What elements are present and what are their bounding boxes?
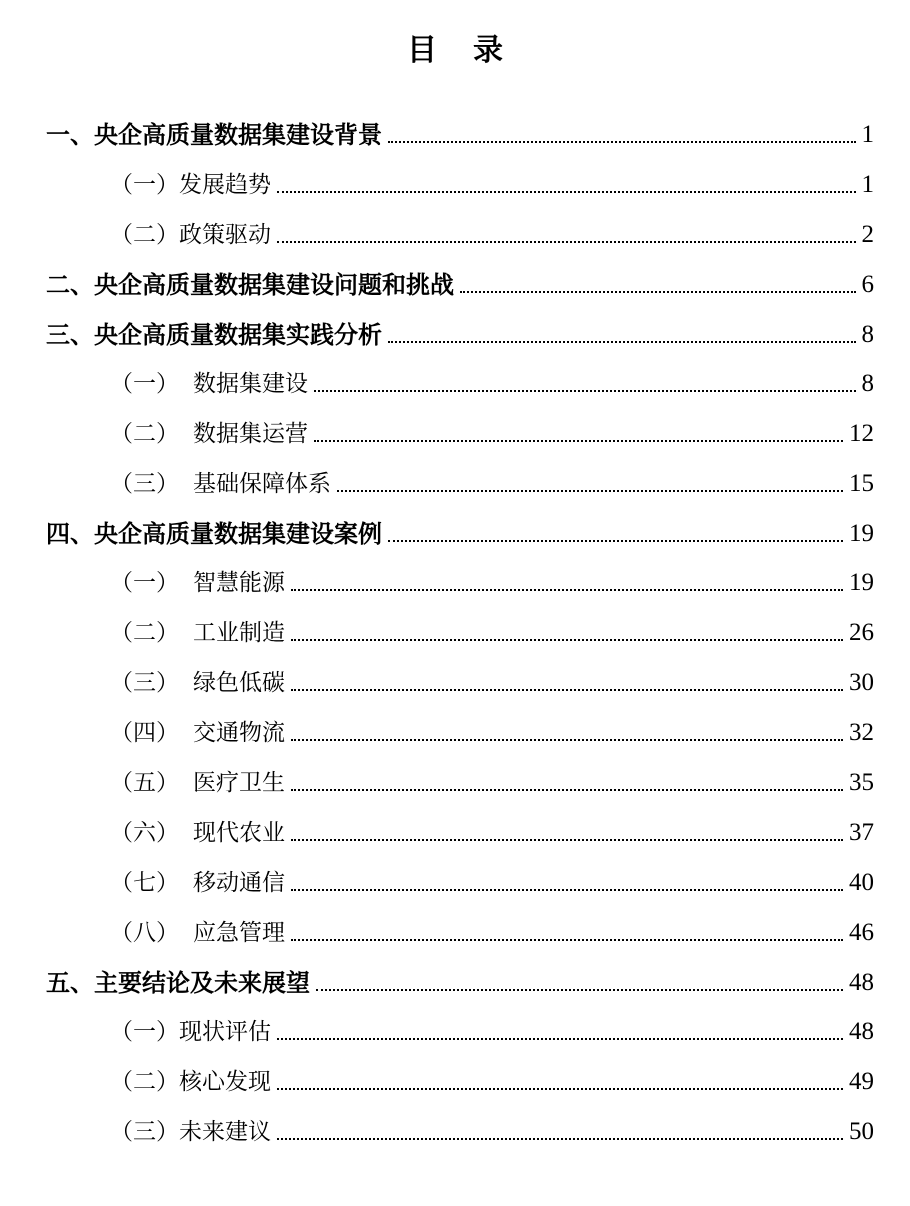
dot-leader [291,638,843,641]
toc-entry-section-2[interactable] [0,262,910,302]
toc-number: （一） [110,172,179,198]
toc-entry-1-2[interactable] [0,212,910,252]
dot-leader [277,240,856,243]
toc-entry-4-7[interactable] [0,860,910,900]
toc-number: （三） [110,471,179,497]
dot-leader [388,140,856,143]
toc-entry-4-5[interactable] [0,760,910,800]
toc-text: 数据集建设 [193,371,308,397]
toc-entry-section-3[interactable] [0,312,910,352]
toc-page-number: 48 [849,969,874,996]
dot-leader [337,489,843,492]
title-char: 目 [407,33,437,68]
toc-number: （二） [110,1069,179,1095]
toc-entry-4-2[interactable] [0,610,910,650]
dot-leader [291,888,843,891]
dot-leader [314,439,843,442]
dot-leader [291,688,843,691]
dot-leader [277,1087,843,1090]
toc-text: 应急管理 [193,920,285,946]
toc-page-number: 32 [849,719,874,746]
toc-text: 数据集运营 [193,421,308,447]
toc-number: （七） [110,870,179,896]
toc-text: 央企高质量数据集实践分析 [94,321,382,349]
toc-text: 医疗卫生 [193,770,285,796]
toc-page-number: 19 [849,569,874,596]
toc-page-number: 8 [861,321,874,348]
toc-entry-1-1[interactable] [0,162,910,202]
toc-entry-3-2[interactable] [0,411,910,451]
toc-text: 央企高质量数据集建设案例 [94,520,382,548]
dot-leader [388,539,843,542]
toc-text: 绿色低碳 [193,670,285,696]
dot-leader [316,988,843,991]
toc-text: 智慧能源 [193,570,285,596]
page-title [0,28,910,74]
toc-page-number: 50 [849,1118,874,1145]
dot-leader [277,190,856,193]
toc-number: 三、 [46,321,94,349]
toc-entry-4-8[interactable] [0,910,910,950]
dot-leader [291,838,843,841]
toc-text: 移动通信 [193,870,285,896]
dot-leader [277,1137,843,1140]
toc-text: 现状评估 [179,1019,271,1045]
dot-leader [277,1037,843,1040]
toc-page-number: 37 [849,819,874,846]
toc-text: 工业制造 [193,620,285,646]
toc-text: 主要结论及未来展望 [94,969,310,997]
toc-number: 二、 [46,271,94,299]
toc-text: 未来建议 [179,1119,271,1145]
toc-entry-4-1[interactable] [0,560,910,600]
toc-entry-5-3[interactable] [0,1109,910,1149]
toc-number: （一） [110,371,179,397]
toc-entry-3-3[interactable] [0,461,910,501]
toc-number: 一、 [46,121,94,149]
toc-page-number: 48 [849,1018,874,1045]
toc-page-number: 2 [861,221,874,248]
toc-page-number: 19 [849,520,874,547]
toc-number: （二） [110,620,179,646]
toc-entry-4-6[interactable] [0,810,910,850]
toc-page-number: 12 [849,420,874,447]
toc-text: 交通物流 [193,720,285,746]
toc-entry-section-4[interactable] [0,511,910,551]
toc-number: （四） [110,720,179,746]
toc-number: （三） [110,1119,179,1145]
toc-number: （八） [110,920,179,946]
toc-text: 核心发现 [179,1069,271,1095]
toc-text: 基础保障体系 [193,471,331,497]
toc-text: 现代农业 [193,820,285,846]
toc-entry-4-4[interactable] [0,710,910,750]
toc-page-number: 30 [849,669,874,696]
toc-page-number: 46 [849,919,874,946]
toc-number: （一） [110,570,179,596]
toc-entry-5-1[interactable] [0,1009,910,1049]
toc-page-number: 15 [849,470,874,497]
toc-number: （二） [110,222,179,248]
dot-leader [291,588,843,591]
dot-leader [460,290,856,293]
dot-leader [314,389,856,392]
toc-page-number: 8 [861,370,874,397]
toc-page-number: 26 [849,619,874,646]
toc-page-number: 49 [849,1068,874,1095]
toc-page-number: 40 [849,869,874,896]
toc-entry-3-1[interactable] [0,361,910,401]
toc-number: （一） [110,1019,179,1045]
toc-number: （二） [110,421,179,447]
toc-entry-section-5[interactable] [0,960,910,1000]
dot-leader [291,788,843,791]
toc-page-number: 1 [861,121,874,148]
toc-page-number: 1 [861,171,874,198]
toc-number: 四、 [46,520,94,548]
dot-leader [291,738,843,741]
toc-number: （六） [110,820,179,846]
toc-text: 央企高质量数据集建设背景 [94,121,382,149]
toc-entry-4-3[interactable] [0,660,910,700]
toc-number: 五、 [46,969,94,997]
toc-text: 央企高质量数据集建设问题和挑战 [94,271,454,299]
dot-leader [291,938,843,941]
toc-text: 发展趋势 [179,172,271,198]
toc-number: （五） [110,770,179,796]
toc-text: 政策驱动 [179,222,271,248]
toc-entry-section-1[interactable] [0,112,910,152]
title-char: 录 [473,33,503,68]
toc-number: （三） [110,670,179,696]
toc-entry-5-2[interactable] [0,1059,910,1099]
toc-page-number: 6 [861,271,874,298]
toc-page-number: 35 [849,769,874,796]
dot-leader [388,340,856,343]
